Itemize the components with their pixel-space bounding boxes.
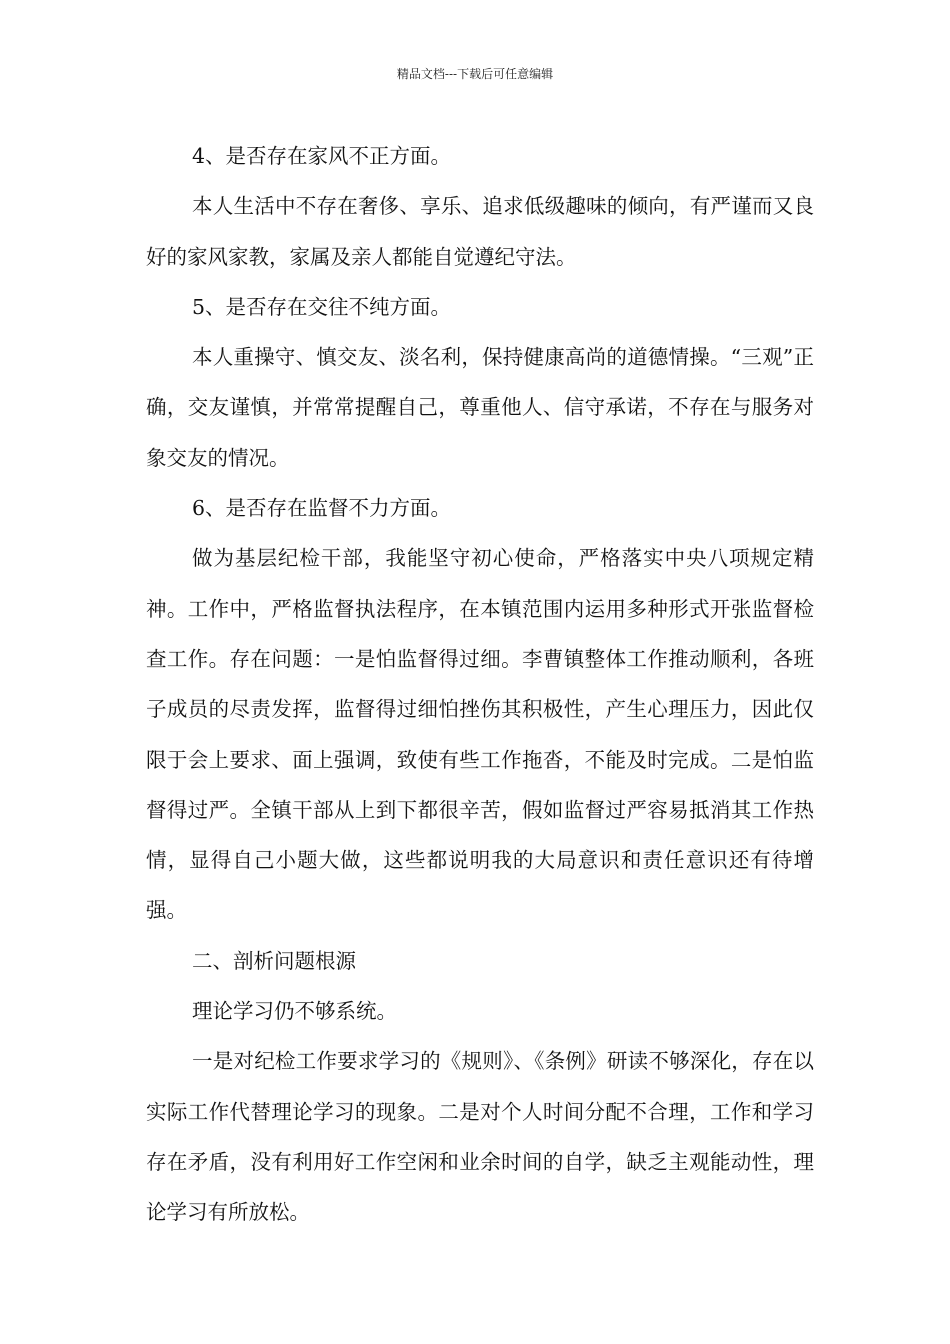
paragraph-social-conduct: 本人重操守、慎交友、淡名利，保持健康高尚的道德情操。“三观”正确，交友谨慎，并常常提醒自己，尊重他人、信守承诺，不存在与服务对象交友的情况。 (146, 345, 814, 470)
page-header: 精品文档---下载后可任意编辑 (396, 67, 554, 81)
paragraph-theory-study: 一是对纪检工作要求学习的《规则》、《条例》研读不够深化，存在以实际工作代替理论学习的现象。二是对个人时间分配不合理，工作和学习存在矛盾，没有利用好工作空闲和业余时间的自学，缺乏主观能动性，理论学习有所放松。 (146, 1049, 814, 1225)
section-heading-6: 6、是否存在监督不力方面。 (192, 496, 452, 521)
paragraph-family-style: 本人生活中不存在奢侈、享乐、追求低级趣味的倾向，有严谨而又良好的家风家教，家属及亲人都能自觉遵纪守法。 (146, 194, 814, 269)
section-heading-4: 4、是否存在家风不正方面。 (192, 144, 452, 168)
section-heading-5: 5、是否存在交往不纯方面。 (192, 294, 452, 319)
document-body (146, 131, 814, 1238)
subheading-theory-study: 理论学习仍不够系统。 (192, 999, 397, 1024)
section-heading-root-causes: 二、剖析问题根源 (192, 948, 356, 973)
paragraph-supervision: 做为基层纪检干部，我能坚守初心使命，严格落实中央八项规定精神。工作中，严格监督执法程序，在本镇范围内运用多种形式开张监督检查工作。存在问题：一是怕监督得过细。李曹镇整体工作推动顺利，各班子成员的尽责发挥，监督得过细怕挫伤其积极性，产生心理压力，因此仅限于会上要求、面上强调，致使有些工作拖沓，不能及时完成。二是怕监督得过严。全镇干部从上到下都很辛苦，假如监督过严容易抵消其工作热情，显得自己小题大做，这些都说明我的大局意识和责任意识还有待增强。 (146, 546, 814, 923)
